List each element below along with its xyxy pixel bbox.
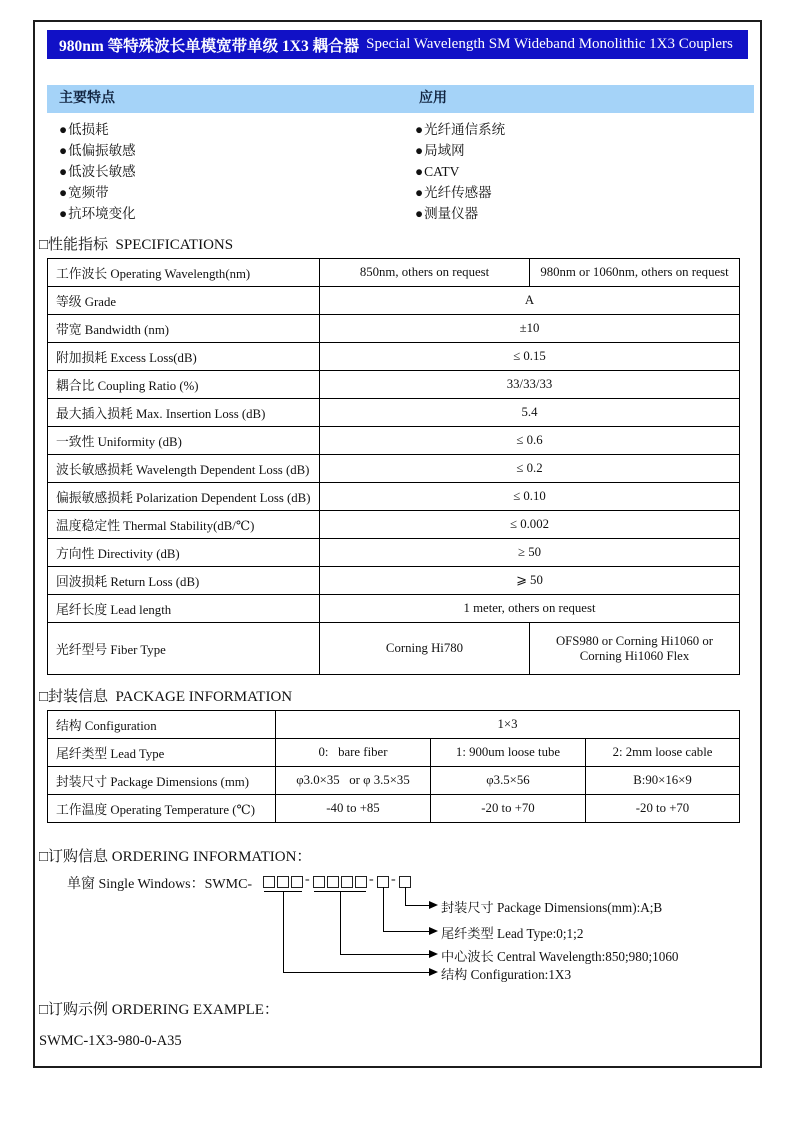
- pkg-value: 1: 900um loose tube: [431, 739, 586, 767]
- application-item: [415, 119, 505, 140]
- table-row: [48, 567, 740, 595]
- spec-value: 850nm, others on request: [320, 259, 530, 287]
- applications-list: [415, 119, 505, 224]
- spec-label: 偏振敏感损耗 Polarization Dependent Loss (dB): [48, 483, 320, 511]
- pkg-label: 尾纤类型 Lead Type: [48, 739, 276, 767]
- table-row: [48, 711, 740, 739]
- bullet-icon: ●: [59, 143, 68, 158]
- bullet-icon: ●: [59, 206, 68, 221]
- arrow-icon: [429, 968, 438, 976]
- bullet-icon: ●: [59, 185, 68, 200]
- pkg-value: -20 to +70: [586, 795, 740, 823]
- table-row: [48, 595, 740, 623]
- ordering-heading: □订购信息 ORDERING INFORMATION：: [39, 849, 312, 865]
- spec-value: ≥ 50: [320, 539, 740, 567]
- code-separator: -: [369, 872, 374, 887]
- page-title-zh: 980nm 等特殊波长单模宽带单级 1X3 耦合器: [59, 37, 360, 55]
- pkg-label: 工作温度 Operating Temperature (℃): [48, 795, 276, 823]
- spec-value: OFS980 or Corning Hi1060 or Corning Hi1060 Flex: [530, 623, 740, 675]
- code-box: [355, 876, 367, 888]
- code-separator: -: [305, 872, 310, 887]
- spec-value: A: [320, 287, 740, 315]
- feature-item: [59, 161, 136, 182]
- pkg-value: -20 to +70: [431, 795, 586, 823]
- package-heading: □封装信息 PACKAGE INFORMATION: [39, 689, 293, 705]
- spec-label: 带宽 Bandwidth (nm): [48, 315, 320, 343]
- ordering-code-prefix: 单窗 Single Windows：SWMC-: [67, 877, 253, 892]
- connector-line: [340, 954, 429, 955]
- connector-line: [405, 887, 406, 905]
- spec-label: 方向性 Directivity (dB): [48, 539, 320, 567]
- application-item: [415, 203, 505, 224]
- table-row: [48, 399, 740, 427]
- features-header: 主要特点: [59, 91, 115, 106]
- features-applications-bar: [47, 85, 754, 113]
- example-code: SWMC-1X3-980-0-A35: [39, 1033, 182, 1049]
- pkg-label: 封装尺寸 Package Dimensions (mm): [48, 767, 276, 795]
- specifications-table: [47, 258, 740, 675]
- bullet-icon: ●: [415, 143, 424, 158]
- feature-label: 低损耗: [68, 122, 109, 137]
- application-label: 测量仪器: [424, 206, 479, 221]
- table-row: [48, 795, 740, 823]
- spec-label: 光纤型号 Fiber Type: [48, 623, 320, 675]
- code-box: [263, 876, 275, 888]
- arrow-icon: [429, 901, 438, 909]
- table-row: [48, 259, 740, 287]
- code-box-group-configuration: [263, 876, 303, 888]
- table-row: [48, 427, 740, 455]
- connector-line: [383, 887, 384, 931]
- spec-label: 等级 Grade: [48, 287, 320, 315]
- application-label: 光纤通信系统: [424, 122, 506, 137]
- bullet-icon: ●: [59, 122, 68, 137]
- arrow-icon: [429, 950, 438, 958]
- table-row: [48, 455, 740, 483]
- application-item: [415, 140, 505, 161]
- feature-label: 低波长敏感: [68, 164, 136, 179]
- package-table: [47, 710, 740, 823]
- spec-value: ±10: [320, 315, 740, 343]
- table-row: [48, 343, 740, 371]
- code-box: [341, 876, 353, 888]
- application-label: 光纤传感器: [424, 185, 492, 200]
- applications-header: 应用: [419, 91, 447, 106]
- code-box: [327, 876, 339, 888]
- specifications-heading: □性能指标 SPECIFICATIONS: [39, 237, 234, 253]
- features-applications-lists: [35, 119, 760, 225]
- connector-line: [383, 931, 429, 932]
- page-border: [33, 20, 762, 1068]
- table-row: [48, 483, 740, 511]
- pkg-value: 2: 2mm loose cable: [586, 739, 740, 767]
- page-title-en: Special Wavelength SM Wideband Monolithic 1X3 Couplers: [366, 36, 733, 52]
- title-bar: [47, 30, 748, 59]
- pkg-value: φ3.5×56: [431, 767, 586, 795]
- pkg-value: -40 to +85: [276, 795, 431, 823]
- bullet-icon: ●: [415, 122, 424, 137]
- spec-label: 一致性 Uniformity (dB): [48, 427, 320, 455]
- spec-value: 1 meter, others on request: [320, 595, 740, 623]
- code-box: [313, 876, 325, 888]
- code-box: [277, 876, 289, 888]
- spec-value: ≤ 0.2: [320, 455, 740, 483]
- spec-value: ≤ 0.002: [320, 511, 740, 539]
- table-row: [48, 623, 740, 675]
- annotation-dimensions: 封装尺寸 Package Dimensions(mm):A;B: [441, 900, 663, 915]
- table-row: [48, 315, 740, 343]
- spec-label: 波长敏感损耗 Wavelength Dependent Loss (dB): [48, 455, 320, 483]
- application-label: 局域网: [424, 143, 465, 158]
- feature-label: 抗环境变化: [68, 206, 136, 221]
- pkg-value: 1×3: [276, 711, 740, 739]
- spec-value: ≤ 0.15: [320, 343, 740, 371]
- table-row: [48, 539, 740, 567]
- connector-line: [340, 891, 341, 954]
- spec-label: 附加损耗 Excess Loss(dB): [48, 343, 320, 371]
- connector-line: [283, 891, 284, 972]
- feature-item: [59, 203, 136, 224]
- table-row: [48, 739, 740, 767]
- example-heading: □订购示例 ORDERING EXAMPLE：: [39, 1002, 279, 1018]
- spec-value: 5.4: [320, 399, 740, 427]
- features-list: [59, 119, 136, 224]
- code-box: [291, 876, 303, 888]
- connector-line: [405, 905, 429, 906]
- application-label: CATV: [424, 164, 460, 179]
- spec-value: ≤ 0.6: [320, 427, 740, 455]
- bullet-icon: ●: [415, 185, 424, 200]
- pkg-value: B:90×16×9: [586, 767, 740, 795]
- ordering-diagram: [39, 872, 760, 990]
- spec-value: 980nm or 1060nm, others on request: [530, 259, 740, 287]
- pkg-label: 结构 Configuration: [48, 711, 276, 739]
- code-box-group-wavelength: [313, 876, 367, 888]
- spec-label: 工作波长 Operating Wavelength(nm): [48, 259, 320, 287]
- application-item: [415, 182, 505, 203]
- table-row: [48, 511, 740, 539]
- table-row: [48, 287, 740, 315]
- spec-value: Corning Hi780: [320, 623, 530, 675]
- connector-line: [283, 972, 429, 973]
- pkg-value: 0: bare fiber: [276, 739, 431, 767]
- spec-value: 33/33/33: [320, 371, 740, 399]
- table-row: [48, 371, 740, 399]
- arrow-icon: [429, 927, 438, 935]
- annotation-configuration: 结构 Configuration:1X3: [441, 967, 572, 982]
- bullet-icon: ●: [415, 206, 424, 221]
- spec-label: 最大插入损耗 Max. Insertion Loss (dB): [48, 399, 320, 427]
- spec-label: 回波损耗 Return Loss (dB): [48, 567, 320, 595]
- pkg-value: φ3.0×35 or φ 3.5×35: [276, 767, 431, 795]
- table-row: [48, 767, 740, 795]
- annotation-leadtype: 尾纤类型 Lead Type:0;1;2: [441, 926, 584, 941]
- spec-value: ⩾ 50: [320, 567, 740, 595]
- feature-item: [59, 182, 136, 203]
- bullet-icon: ●: [59, 164, 68, 179]
- spec-label: 耦合比 Coupling Ratio (%): [48, 371, 320, 399]
- feature-item: [59, 119, 136, 140]
- feature-label: 低偏振敏感: [68, 143, 136, 158]
- spec-label: 尾纤长度 Lead length: [48, 595, 320, 623]
- spec-label: 温度稳定性 Thermal Stability(dB/℃): [48, 511, 320, 539]
- feature-item: [59, 140, 136, 161]
- bullet-icon: ●: [415, 164, 424, 179]
- spec-value: ≤ 0.10: [320, 483, 740, 511]
- annotation-wavelength: 中心波长 Central Wavelength:850;980;1060: [441, 949, 679, 964]
- code-separator: -: [391, 872, 396, 887]
- application-item: [415, 161, 505, 182]
- feature-label: 宽频带: [68, 185, 109, 200]
